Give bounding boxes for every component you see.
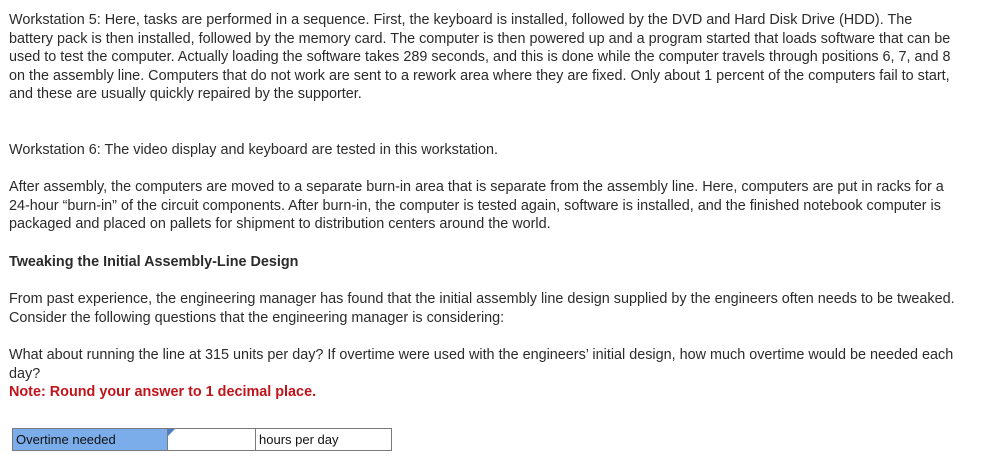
past-experience-paragraph: From past experience, the engineering manager has found that the initial assembly line design supplied by the engineers often needs to be tweaked. Consider the following questions that the engineering manager is considering:	[9, 291, 955, 326]
overtime-input-cell[interactable]	[168, 428, 256, 451]
input-corner-marker	[168, 429, 175, 436]
overtime-input[interactable]	[168, 429, 255, 450]
overtime-label: Overtime needed	[12, 428, 168, 451]
section-heading: Tweaking the Initial Assembly-Line Design	[9, 254, 299, 270]
workstation-6-paragraph: Workstation 6: The video display and keyboard are tested in this workstation.	[9, 142, 499, 158]
question-paragraph: What about running the line at 315 units per day? If overtime were used with the engineers’ initial design, how much overtime would be needed each day?	[9, 347, 954, 382]
after-assembly-paragraph: After assembly, the computers are moved to a separate burn-in area that is separate from the assembly line. Here, computers are put in racks for a 24-hour “burn-in” of the circuit components. After burn-in, the computer is tested again, software is installed, and the finished notebook computer is packaged and placed on pallets for shipment to distribution centers around the world.	[9, 179, 944, 232]
answer-row	[12, 428, 392, 451]
rounding-note: Note: Round your answer to 1 decimal place.	[9, 384, 317, 400]
workstation-5-paragraph: Workstation 5: Here, tasks are performed in a sequence. First, the keyboard is installed, followed by the DVD and Hard Disk Drive (HDD). The battery pack is then installed, followed by the memory card. The computer is then powered up and a program started that loads software that can be used to test the computer. Actually loading the software takes 289 seconds, and this is done while the computer travels through positions 6, 7, and 8 on the assembly line. Computers that do not work are sent to a rework area where they are fixed. Only about 1 percent of the computers fail to start, and these are usually quickly repaired by the supporter.	[9, 12, 951, 102]
overtime-unit-label: hours per day	[256, 428, 392, 451]
